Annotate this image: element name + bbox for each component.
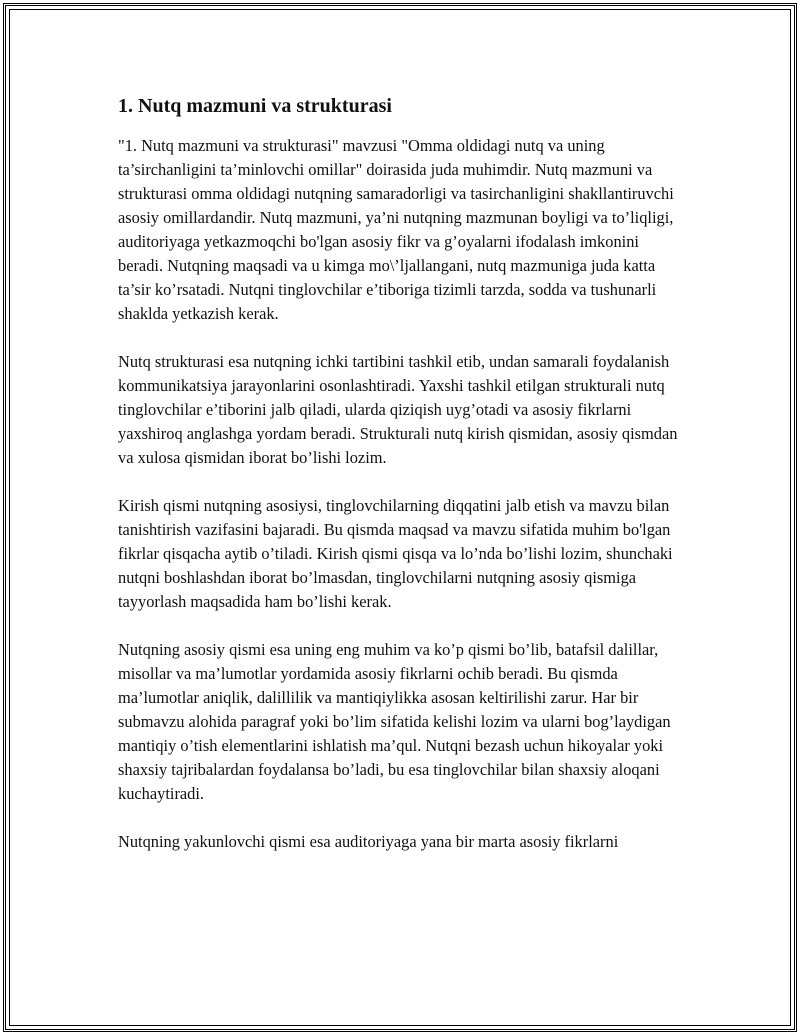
section-heading: 1. Nutq mazmuni va strukturasi	[118, 95, 392, 117]
paragraph-2: Nutq strukturasi esa nutqning ichki tartibini tashkil etib, undan samarali foydalanish kommunikatsiya jarayonlarini osonlashtiradi. Yaxshi tashkil etilgan strukturali nutq tinglovchilar e’tiborini jalb qiladi, ularda qiziqish uyg’otadi va asosiy fikrlarni yaxshiroq anglashga yordam beradi. Strukturali nutq kirish qismidan, asosiy qismdan va xulosa qismidan iborat bo’lishi lozim.	[118, 352, 678, 467]
paragraph-3: Kirish qismi nutqning asosiysi, tinglovchilarning diqqatini jalb etish va mavzu bilan tanishtirish vazifasini bajaradi. Bu qismda maqsad va mavzu sifatida muhim bo'lgan fikrlar qisqacha aytib o’tiladi. Kirish qismi qisqa va lo’nda bo’lishi lozim, shunchaki nutqni boshlashdan iborat bo’lmasdan, tinglovchilarni nutqning asosiy qismiga tayyorlash maqsadida ham bo’lishi kerak.	[118, 496, 673, 611]
paragraph-4: Nutqning asosiy qismi esa uning eng muhim va ko’p qismi bo’lib, batafsil dalillar, misollar va ma’lumotlar yordamida asosiy fikrlarni ochib beradi. Bu qismda ma’lumotlar aniqlik, dalillilik va mantiqiylikka asosan keltirilishi zarur. Har bir submavzu alohida paragraf yoki bo’lim sifatida kelishi lozim va ularni bog’laydigan mantiqiy o’tish elementlarini ishlatish ma’qul. Nutqni bezash uchun hikoyalar yoki shaxsiy tajribalardan foydalansa bo’ladi, bu esa tinglovchilar bilan shaxsiy aloqani kuchaytiradi.	[118, 640, 671, 803]
paragraph-5: Nutqning yakunlovchi qismi esa auditoriyaga yana bir marta asosiy fikrlarni	[118, 832, 619, 851]
paragraph-1: "1. Nutq mazmuni va strukturasi" mavzusi "Omma oldidagi nutq va uning ta’sirchanligini ta’minlovchi omillar" doirasida juda muhimdir. Nutq mazmuni va strukturasi omma oldidagi nutqning samaradorligi va tasirchanligini shakllantiruvchi asosiy omillardandir. Nutq mazmuni, ya’ni nutqning mazmunan boyligi va to’liqligi, auditoriyaga yetkazmoqchi bo'lgan asosiy fikr va g’oyalarni ifodalash imkonini beradi. Nutqning maqsadi va u kimga mo\’ljallangani, nutq mazmuniga juda katta ta’sir ko’rsatadi. Nutqni tinglovchilar e’tiboriga tizimli tarzda, sodda va tushunarli shaklda yetkazish kerak.	[118, 136, 674, 323]
document-body	[118, 92, 684, 878]
